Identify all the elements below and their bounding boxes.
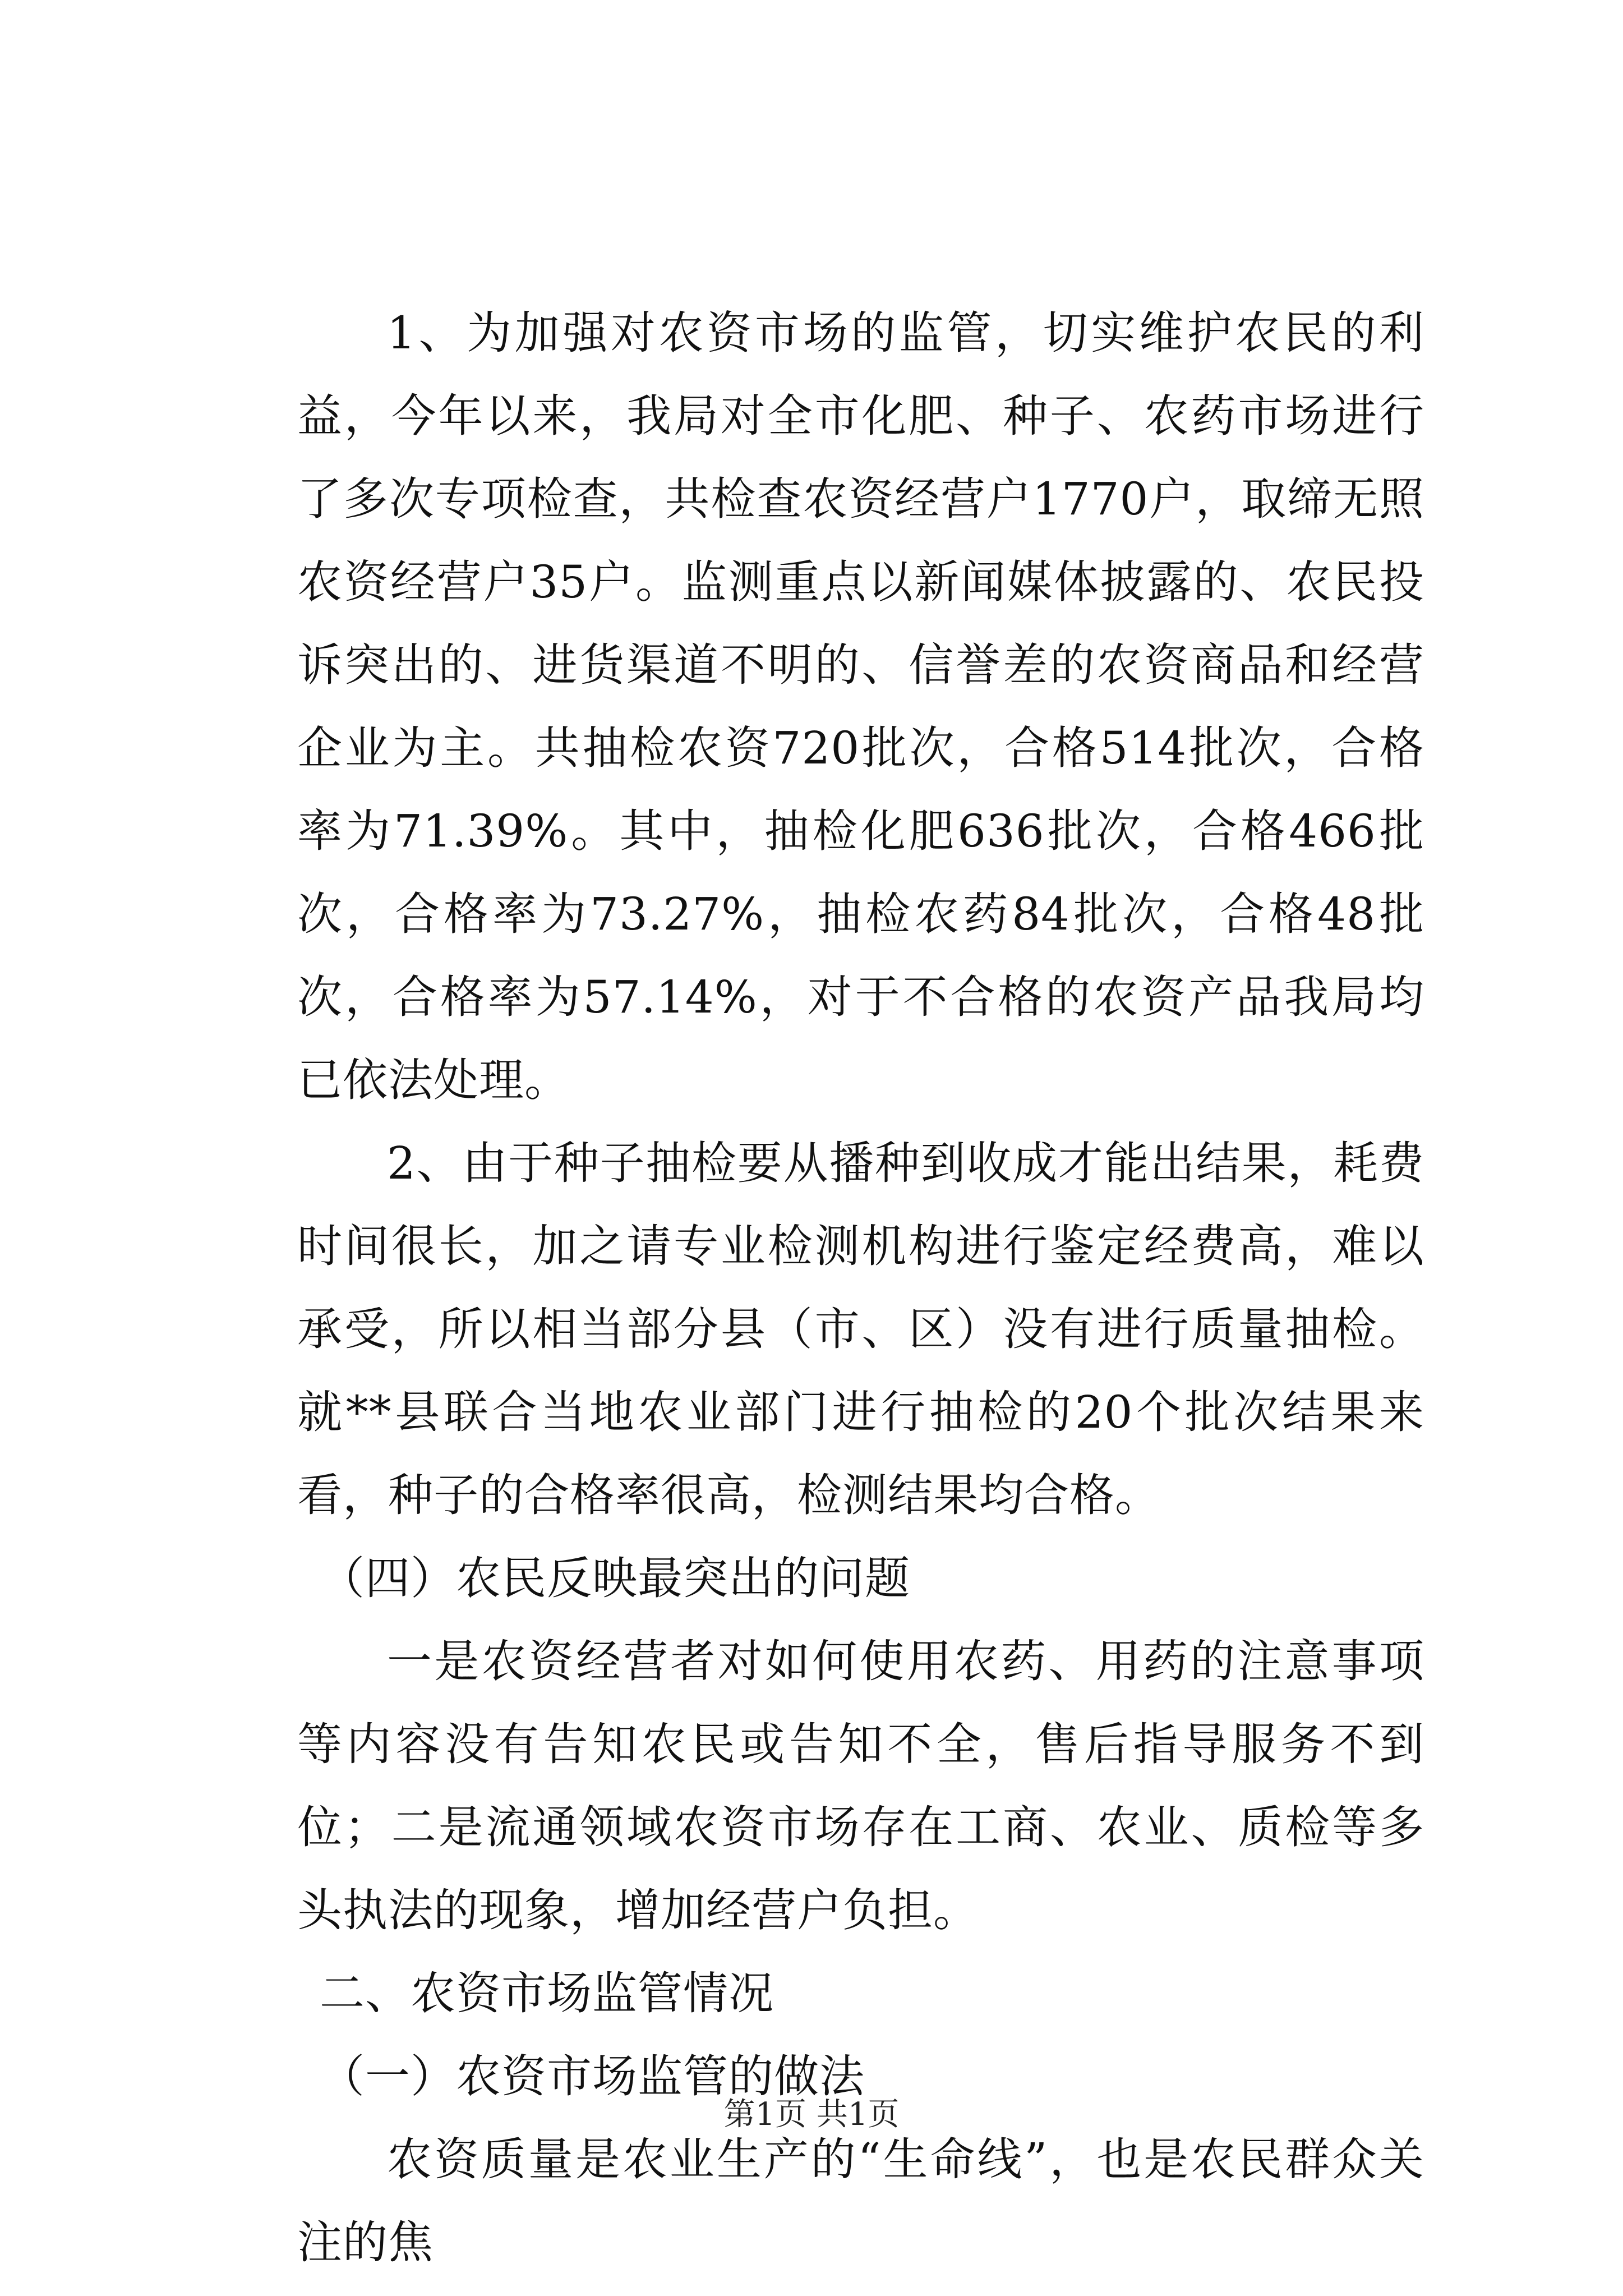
section-heading-supervision-methods: （一）农资市场监管的做法 bbox=[320, 2050, 865, 2102]
paragraph-inspection-results: 1、为加强对农资市场的监管，切实维护农民的利益，今年以来，我局对全市化肥、种子、农药市场进行了多次专项检查，共检查农资经营户1770户，取缔无照农资经营户35户。监测重点以新闻媒体披露的、农民投诉突出的、进货渠道不明的、信誉差的农资商品和经营企业为主。共抽检农资720批次，合格514批次，合格率为71.39%。其中，抽检化肥636批次，合格466批次，合格率为73.27%，抽检农药84批次，合格48批次，合格率为57.14%，对于不合格的农资产品我局均已依法处理。 bbox=[297, 307, 1424, 1106]
section-heading-market-supervision: 二、农资市场监管情况 bbox=[320, 1967, 774, 2019]
paragraph-farmer-issues: 一是农资经营者对如何使用农药、用药的注意事项等内容没有告知农民或告知不全，售后指导服务不到位；二是流通领域农资市场存在工商、农业、质检等多头执法的现象，增加经营户负担。 bbox=[297, 1635, 1424, 1936]
document-body bbox=[297, 292, 1424, 2284]
section-heading-farmer-issues: （四）农民反映最突出的问题 bbox=[320, 1552, 910, 1604]
paragraph-seed-inspection: 2、由于种子抽检要从播种到收成才能出结果，耗费时间很长，加之请专业检测机构进行鉴定经费高，难以承受，所以相当部分县（市、区）没有进行质量抽检。就**县联合当地农业部门进行抽检的20个批次结果来看，种子的合格率很高，检测结果均合格。 bbox=[297, 1137, 1424, 1521]
page-footer: 第1页 共1页 bbox=[723, 2096, 900, 2133]
paragraph-quality-lifeline: 农资质量是农业生产的“生命线”，也是农民群众关注的焦 bbox=[297, 2133, 1424, 2269]
